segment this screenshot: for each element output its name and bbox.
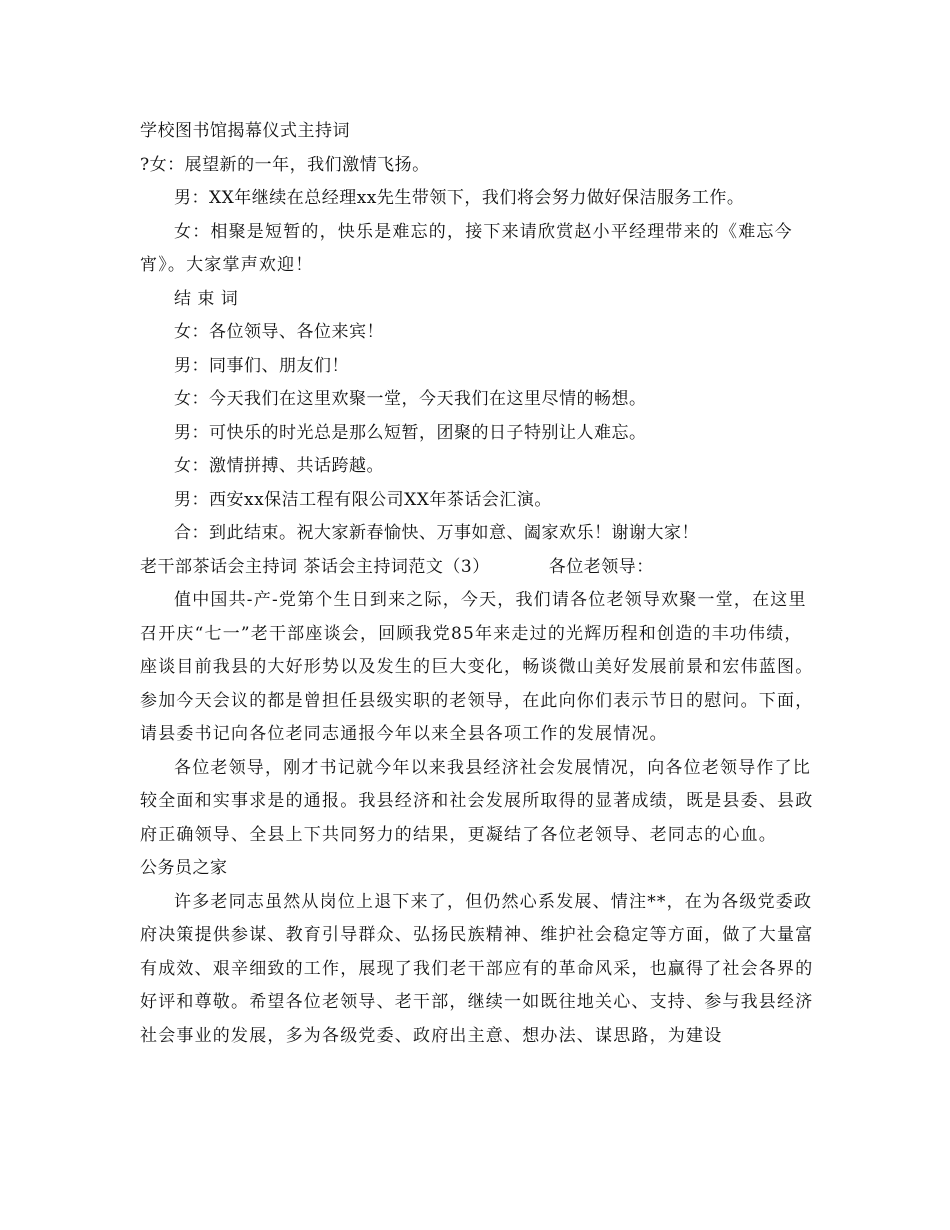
paragraph-8: 男：可快乐的时光总是那么短暂，团聚的日子特别让人难忘。 (174, 422, 647, 443)
paragraph-14: 各位老领导，刚才书记就今年以来我县经济社会发展情况，向各位老领导作了比较全面和实事求是的通报。我县经济和社会发展所取得的显著成绩，既是县委、县政府正确领导、全县上下共同努力的结果，更凝结了各位老领导、老同志的心血。 (140, 757, 814, 845)
paragraph-11: 合：到此结束。祝大家新春愉快、万事如意、阖家欢乐！谢谢大家！ (174, 523, 699, 543)
paragraph-1: ?女：展望新的一年，我们激情飞扬。 (140, 154, 430, 175)
paragraph-9: 女：激情拼搏、共话跨越。 (174, 456, 384, 476)
paragraph-3: 女：相聚是短暂的，快乐是难忘的，接下来请欣赏赵小平经理带来的《难忘今宵》。大家掌声欢迎！ (140, 221, 793, 275)
paragraph-6: 男：同事们、朋友们！ (174, 355, 349, 376)
paragraph-12: 老干部茶话会主持词 茶话会主持词范文（3） 各位老领导： (140, 556, 654, 577)
paragraph-10: 男：西安xx保洁工程有限公司XX年茶话会汇演。 (174, 489, 552, 510)
paragraph-15: 公务员之家 (140, 858, 228, 878)
document-title: 学校图书馆揭幕仪式主持词 (140, 121, 350, 141)
section-heading: 结 束 词 (174, 288, 239, 309)
paragraph-5: 女：各位领导、各位来宾！ (174, 322, 384, 342)
paragraph-16: 许多老同志虽然从岗位上退下来了，但仍然心系发展、情注**，在为各级党委政府决策提供参谋、教育引导群众、弘扬民族精神、维护社会稳定等方面，做了大量富有成效、艰辛细致的工作，展现了我们老干部应有的革命风采，也赢得了社会各界的好评和尊敬。希望各位老领导、老干部，继续一如既往地关心、支持、参与我县经济社会事业的发展，多为各级党委、政府出主意、想办法、谋思路，为建设 (140, 891, 814, 1046)
document-body (140, 115, 820, 1053)
paragraph-7: 女：今天我们在这里欢聚一堂，今天我们在这里尽情的畅想。 (174, 389, 647, 409)
paragraph-2: 男：XX年继续在总经理xx先生带领下，我们将会努力做好保洁服务工作。 (174, 188, 745, 208)
paragraph-13: 值中国共-产-党第个生日到来之际，今天，我们请各位老领导欢聚一堂，在这里召开庆“七一”老干部座谈会，回顾我党85年来走过的光辉历程和创造的丰功伟绩，座谈目前我县的大好形势以及发生的巨大变化，畅谈微山美好发展前景和宏伟蓝图。参加今天会议的都是曾担任县级实职的老领导，在此向你们表示节日的慰问。下面，请县委书记向各位老同志通报今年以来全县各项工作的发展情况。 (140, 590, 814, 744)
